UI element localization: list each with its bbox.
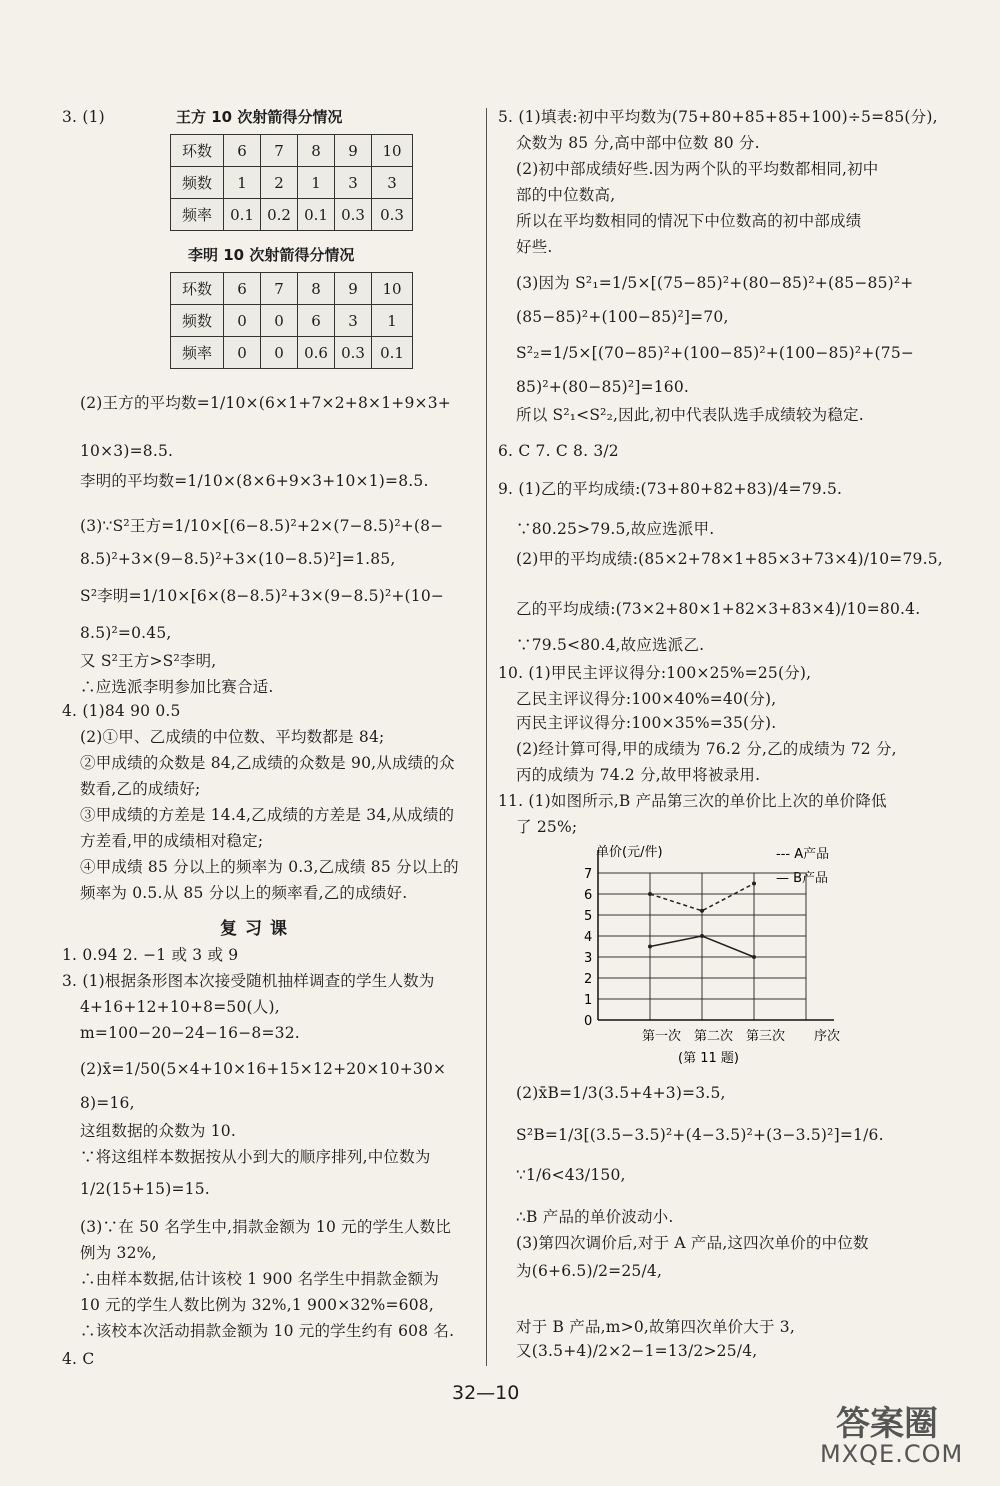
y-tick-label: 2 xyxy=(584,972,593,987)
text-line: ③甲成绩的方差是 14.4,乙成绩的方差是 34,从成绩的 xyxy=(80,806,455,824)
table-row xyxy=(171,305,413,337)
text-line: 数看,乙的成绩好; xyxy=(80,780,201,798)
table-cell: 0.1 xyxy=(298,199,335,231)
text-line: (2)经计算可得,甲的成绩为 76.2 分,乙的成绩为 72 分, xyxy=(516,740,897,758)
text-line: S²李明=1/10×[6×(8−8.5)²+3×(9−8.5)²+(10− xyxy=(80,587,445,605)
text-line: 10×3)=8.5. xyxy=(80,442,174,460)
y-tick-label: 0 xyxy=(584,1014,593,1029)
text-line: 1/2(15+15)=15. xyxy=(80,1180,210,1198)
table-row xyxy=(171,199,413,231)
data-point xyxy=(648,945,652,949)
text-line: 6. C 7. C 8. 3/2 xyxy=(498,442,619,460)
table-cell: 0 xyxy=(261,305,298,337)
table-cell: 1 xyxy=(372,305,413,337)
data-point xyxy=(648,892,652,896)
text-line: ∴应选派李明参加比赛合适. xyxy=(80,678,274,696)
text-line: 8.5)²=0.45, xyxy=(80,624,172,642)
section-title: 复习课 xyxy=(220,919,295,939)
watermark-logo: 答案圈 xyxy=(836,1404,938,1444)
table-cell: 2 xyxy=(261,167,298,199)
x-tick-label: 第三次 xyxy=(746,1029,786,1044)
table-cell: 0.1 xyxy=(224,199,261,231)
table-cell: 10 xyxy=(372,135,413,167)
table-cell: 环数 xyxy=(171,135,224,167)
text-line: 10. (1)甲民主评议得分:100×25%=25(分), xyxy=(498,664,812,682)
table-cell: 0.1 xyxy=(372,337,413,369)
table2 xyxy=(170,272,413,369)
q3-number: 3. (1) xyxy=(62,108,105,126)
table-cell: 7 xyxy=(261,135,298,167)
text-line: 为(6+6.5)/2=25/4, xyxy=(516,1262,663,1280)
data-point xyxy=(752,955,756,959)
text-line: S²₂=1/5×[(70−85)²+(100−85)²+(100−85)²+(75− xyxy=(516,344,915,362)
table-cell: 0.2 xyxy=(261,199,298,231)
y-tick-label: 5 xyxy=(584,909,593,924)
text-line: 9. (1)乙的平均成绩:(73+80+82+83)/4=79.5. xyxy=(498,480,843,498)
text-line: ∴由样本数据,估计该校 1 900 名学生中捐款金额为 xyxy=(80,1270,440,1288)
table-cell: 6 xyxy=(224,135,261,167)
y-tick-label: 7 xyxy=(584,867,593,882)
text-line: (2)初中部成绩好些.因为两个队的平均数都相同,初中 xyxy=(516,160,879,178)
text-line: 频率为 0.5.从 85 分以上的频率看,乙的成绩好. xyxy=(80,884,408,902)
text-line: (3)∵在 50 名学生中,捐款金额为 10 元的学生人数比 xyxy=(80,1218,452,1236)
table-cell: 9 xyxy=(335,135,372,167)
table-cell: 8 xyxy=(298,135,335,167)
table-cell: 频数 xyxy=(171,305,224,337)
text-line: (3)因为 S²₁=1/5×[(75−85)²+(80−85)²+(85−85)²+ xyxy=(516,274,914,292)
text-line: ②甲成绩的众数是 84,乙成绩的众数是 90,从成绩的众 xyxy=(80,754,455,772)
table1 xyxy=(170,134,413,231)
x-tick-label: 第一次 xyxy=(642,1029,682,1044)
y-tick-label: 4 xyxy=(584,930,593,945)
text-line: 丙的成绩为 74.2 分,故甲将被录用. xyxy=(516,766,761,784)
column-divider xyxy=(486,108,487,1366)
text-line: 3. (1)根据条形图本次接受随机抽样调查的学生人数为 xyxy=(62,972,435,990)
legend-a: --- A产品 xyxy=(776,847,830,862)
price-chart xyxy=(568,840,868,1070)
chart-caption: (第 11 题) xyxy=(678,1051,739,1066)
x-tick-label: 第二次 xyxy=(694,1029,734,1044)
text-line: 众数为 85 分,高中部中位数 80 分. xyxy=(516,134,760,152)
table-cell: 10 xyxy=(372,273,413,305)
table-cell: 1 xyxy=(298,167,335,199)
text-line: (2)x̄B=1/3(3.5+4+3)=3.5, xyxy=(516,1084,726,1102)
table-cell: 0 xyxy=(224,337,261,369)
text-line: (2)x̄=1/50(5×4+10×16+15×12+20×10+30× xyxy=(80,1060,447,1078)
text-line: 1. 0.94 2. −1 或 3 或 9 xyxy=(62,946,239,964)
text-line: 又(3.5+4)/2×2−1=13/2>25/4, xyxy=(516,1342,758,1360)
table-cell: 频率 xyxy=(171,199,224,231)
data-point xyxy=(700,909,704,913)
table-cell: 频数 xyxy=(171,167,224,199)
text-line: 4. C xyxy=(62,1350,95,1368)
data-point xyxy=(752,882,756,886)
table-cell: 3 xyxy=(372,167,413,199)
table-cell: 0.3 xyxy=(335,337,372,369)
text-line: 乙的平均成绩:(73×2+80×1+82×3+83×4)/10=80.4. xyxy=(516,600,921,618)
table1-title: 王方 10 次射箭得分情况 xyxy=(176,108,343,126)
text-line: (3)第四次调价后,对于 A 产品,这四次单价的中位数 xyxy=(516,1234,869,1252)
table-cell: 0.3 xyxy=(335,199,372,231)
text-line: 了 25%; xyxy=(516,818,578,836)
text-line: ∵将这组样本数据按从小到大的顺序排列,中位数为 xyxy=(80,1148,431,1166)
text-line: (3)∵S²王方=1/10×[(6−8.5)²+2×(7−8.5)²+(8− xyxy=(80,517,444,535)
text-line: 乙民主评议得分:100×40%=40(分), xyxy=(516,690,777,708)
watermark-url: MXQE.COM xyxy=(820,1440,964,1468)
table2-title: 李明 10 次射箭得分情况 xyxy=(188,246,355,264)
page-number: 32—10 xyxy=(452,1382,520,1404)
table-cell: 0.6 xyxy=(298,337,335,369)
text-line: ∵79.5<80.4,故应选派乙. xyxy=(516,636,705,654)
table-row xyxy=(171,337,413,369)
table-cell: 6 xyxy=(298,305,335,337)
text-line: 85)²+(80−85)²]=160. xyxy=(516,378,690,396)
table-cell: 1 xyxy=(224,167,261,199)
text-line: 所以在平均数相同的情况下中位数高的初中部成绩 xyxy=(516,212,862,230)
text-line: ④甲成绩 85 分以上的频率为 0.3,乙成绩 85 分以上的 xyxy=(80,858,459,876)
y-tick-label: 1 xyxy=(584,993,593,1008)
text-line: 4. (1)84 90 0.5 xyxy=(62,702,181,720)
table-cell: 3 xyxy=(335,167,372,199)
text-line: 10 元的学生人数比例为 32%,1 900×32%=608, xyxy=(80,1296,434,1314)
table-cell: 9 xyxy=(335,273,372,305)
text-line: ∴该校本次活动捐款金额为 10 元的学生约有 608 名. xyxy=(80,1322,455,1340)
y-tick-label: 6 xyxy=(584,888,593,903)
text-line: 李明的平均数=1/10×(8×6+9×3+10×1)=8.5. xyxy=(80,472,429,490)
text-line: 方差看,甲的成绩相对稳定; xyxy=(80,832,264,850)
table-cell: 环数 xyxy=(171,273,224,305)
text-line: 8.5)²+3×(9−8.5)²+3×(10−8.5)²]=1.85, xyxy=(80,550,396,568)
text-line: 8)=16, xyxy=(80,1094,135,1112)
table-cell: 频率 xyxy=(171,337,224,369)
text-line: ∵80.25>79.5,故应选派甲. xyxy=(516,520,715,538)
text-line: 丙民主评议得分:100×35%=35(分). xyxy=(516,714,777,732)
text-line: 4+16+12+10+8=50(人), xyxy=(80,998,280,1016)
chart-ylabel: 单价(元/件) xyxy=(596,845,663,860)
table-row xyxy=(171,135,413,167)
table-cell: 6 xyxy=(224,273,261,305)
legend-b: — B产品 xyxy=(776,871,829,886)
text-line: (2)甲的平均成绩:(85×2+78×1+85×3+73×4)/10=79.5, xyxy=(516,550,943,568)
text-line: (2)①甲、乙成绩的中位数、平均数都是 84; xyxy=(80,728,385,746)
text-line: 对于 B 产品,m>0,故第四次单价大于 3, xyxy=(516,1318,795,1336)
text-line: (85−85)²+(100−85)²]=70, xyxy=(516,308,729,326)
text-line: 所以 S²₁<S²₂,因此,初中代表队选手成绩较为稳定. xyxy=(516,406,864,424)
table-cell: 7 xyxy=(261,273,298,305)
text-line: 例为 32%, xyxy=(80,1244,157,1262)
text-line: (2)王方的平均数=1/10×(6×1+7×2+8×1+9×3+ xyxy=(80,394,451,412)
text-line: 好些. xyxy=(516,238,553,256)
text-line: 部的中位数高, xyxy=(516,186,616,204)
table-cell: 0.3 xyxy=(372,199,413,231)
table-row xyxy=(171,273,413,305)
table-row xyxy=(171,167,413,199)
text-line: 又 S²王方>S²李明, xyxy=(80,652,217,670)
table-cell: 3 xyxy=(335,305,372,337)
text-line: 这组数据的众数为 10. xyxy=(80,1122,236,1140)
text-line: m=100−20−24−16−8=32. xyxy=(80,1024,300,1042)
text-line: ∴B 产品的单价波动小. xyxy=(516,1208,674,1226)
table-cell: 0 xyxy=(224,305,261,337)
text-line: ∵1/6<43/150, xyxy=(516,1166,626,1184)
x-axis-label: 序次 xyxy=(814,1029,841,1044)
text-line: 5. (1)填表:初中平均数为(75+80+85+85+100)÷5=85(分), xyxy=(498,108,938,126)
data-point xyxy=(700,934,704,938)
table-cell: 8 xyxy=(298,273,335,305)
y-tick-label: 3 xyxy=(584,951,593,966)
text-line: 11. (1)如图所示,B 产品第三次的单价比上次的单价降低 xyxy=(498,792,887,810)
table-cell: 0 xyxy=(261,337,298,369)
text-line: S²B=1/3[(3.5−3.5)²+(4−3.5)²+(3−3.5)²]=1/6. xyxy=(516,1126,884,1144)
